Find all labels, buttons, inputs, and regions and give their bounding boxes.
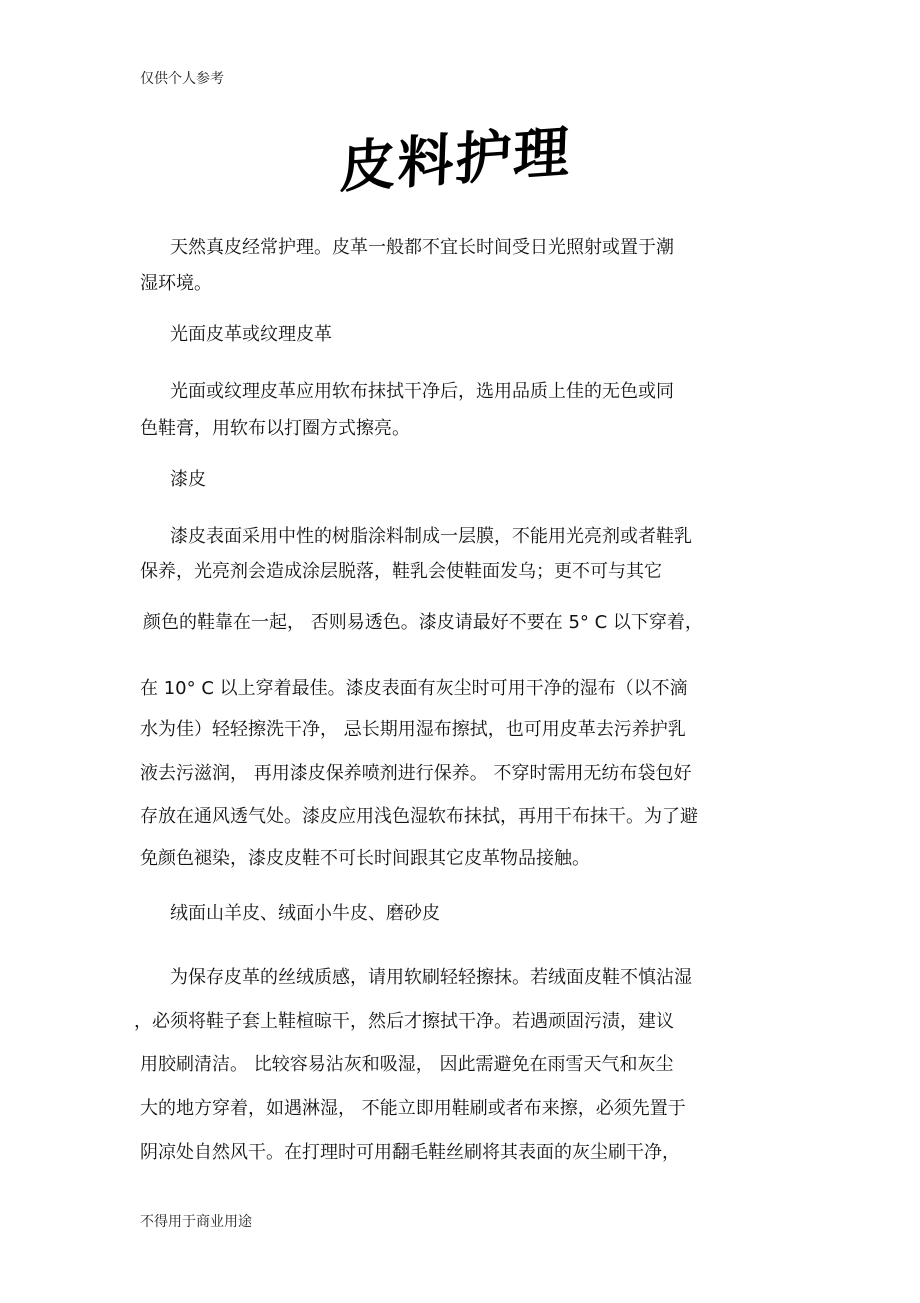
paragraph-line: 大的地方穿着，如遇淋湿， 不能立即用鞋刷或者布来擦，必须先置于 bbox=[140, 1098, 686, 1119]
paragraph-line: 保养，光亮剂会造成涂层脱落，鞋乳会使鞋面发乌；更不可与其它 bbox=[140, 561, 662, 582]
paragraph-line: 阴凉处自然风干。在打理时可用翻毛鞋丝刷将其表面的灰尘刷干净， bbox=[140, 1142, 680, 1163]
paragraph-line: 天然真皮经常护理。皮革一般都不宜长时间受日光照射或置于潮 bbox=[170, 237, 674, 258]
paragraph-line: 色鞋膏，用软布以打圈方式擦亮。 bbox=[140, 418, 410, 439]
paragraph-line: 湿环境。 bbox=[140, 273, 212, 294]
paragraph-line: 光面或纹理皮革应用软布抹拭干净后，选用品质上佳的无色或同 bbox=[170, 381, 674, 402]
page-title bbox=[340, 118, 600, 208]
paragraph-line: 用胶刷清洁。 比较容易沾灰和吸湿， 因此需避免在雨雪天气和灰尘 bbox=[140, 1054, 674, 1075]
footer-note: 不得用于商业用途 bbox=[140, 1214, 252, 1230]
paragraph-line: 免颜色褪染，漆皮皮鞋不可长时间跟其它皮革物品接触。 bbox=[140, 848, 590, 869]
paragraph-line: 漆皮表面采用中性的树脂涂料制成一层膜，不能用光亮剂或者鞋乳 bbox=[170, 526, 692, 547]
section-heading: 光面皮革或纹理皮革 bbox=[170, 324, 332, 345]
paragraph-line: 在 10° C 以上穿着最佳。漆皮表面有灰尘时可用干净的湿布（以不滴 bbox=[140, 678, 688, 699]
paragraph-line: 液去污滋润， 再用漆皮保养喷剂进行保养。 不穿时需用无纺布袋包好 bbox=[140, 763, 692, 784]
section-heading: 漆皮 bbox=[170, 469, 206, 490]
paragraph-line: ，必须将鞋子套上鞋楦晾干，然后才擦拭干净。若遇顽固污渍，建议 bbox=[134, 1011, 674, 1032]
page-title-text: 皮料护理 bbox=[338, 118, 573, 202]
section-heading: 绒面山羊皮、绒面小牛皮、磨砂皮 bbox=[170, 903, 440, 924]
paragraph-line: 为保存皮革的丝绒质感，请用软刷轻轻擦抹。若绒面皮鞋不慎沾湿 bbox=[170, 967, 692, 988]
header-note: 仅供个人参考 bbox=[140, 71, 224, 87]
paragraph-line: 存放在通风透气处。漆皮应用浅色湿软布抹拭，再用干布抹干。为了避 bbox=[140, 806, 698, 827]
paragraph-line: 颜色的鞋靠在一起， 否则易透色。漆皮请最好不要在 5° C 以下穿着， bbox=[143, 612, 703, 633]
paragraph-line: 水为佳）轻轻擦洗干净， 忌长期用湿布擦拭，也可用皮革去污养护乳 bbox=[140, 719, 686, 740]
